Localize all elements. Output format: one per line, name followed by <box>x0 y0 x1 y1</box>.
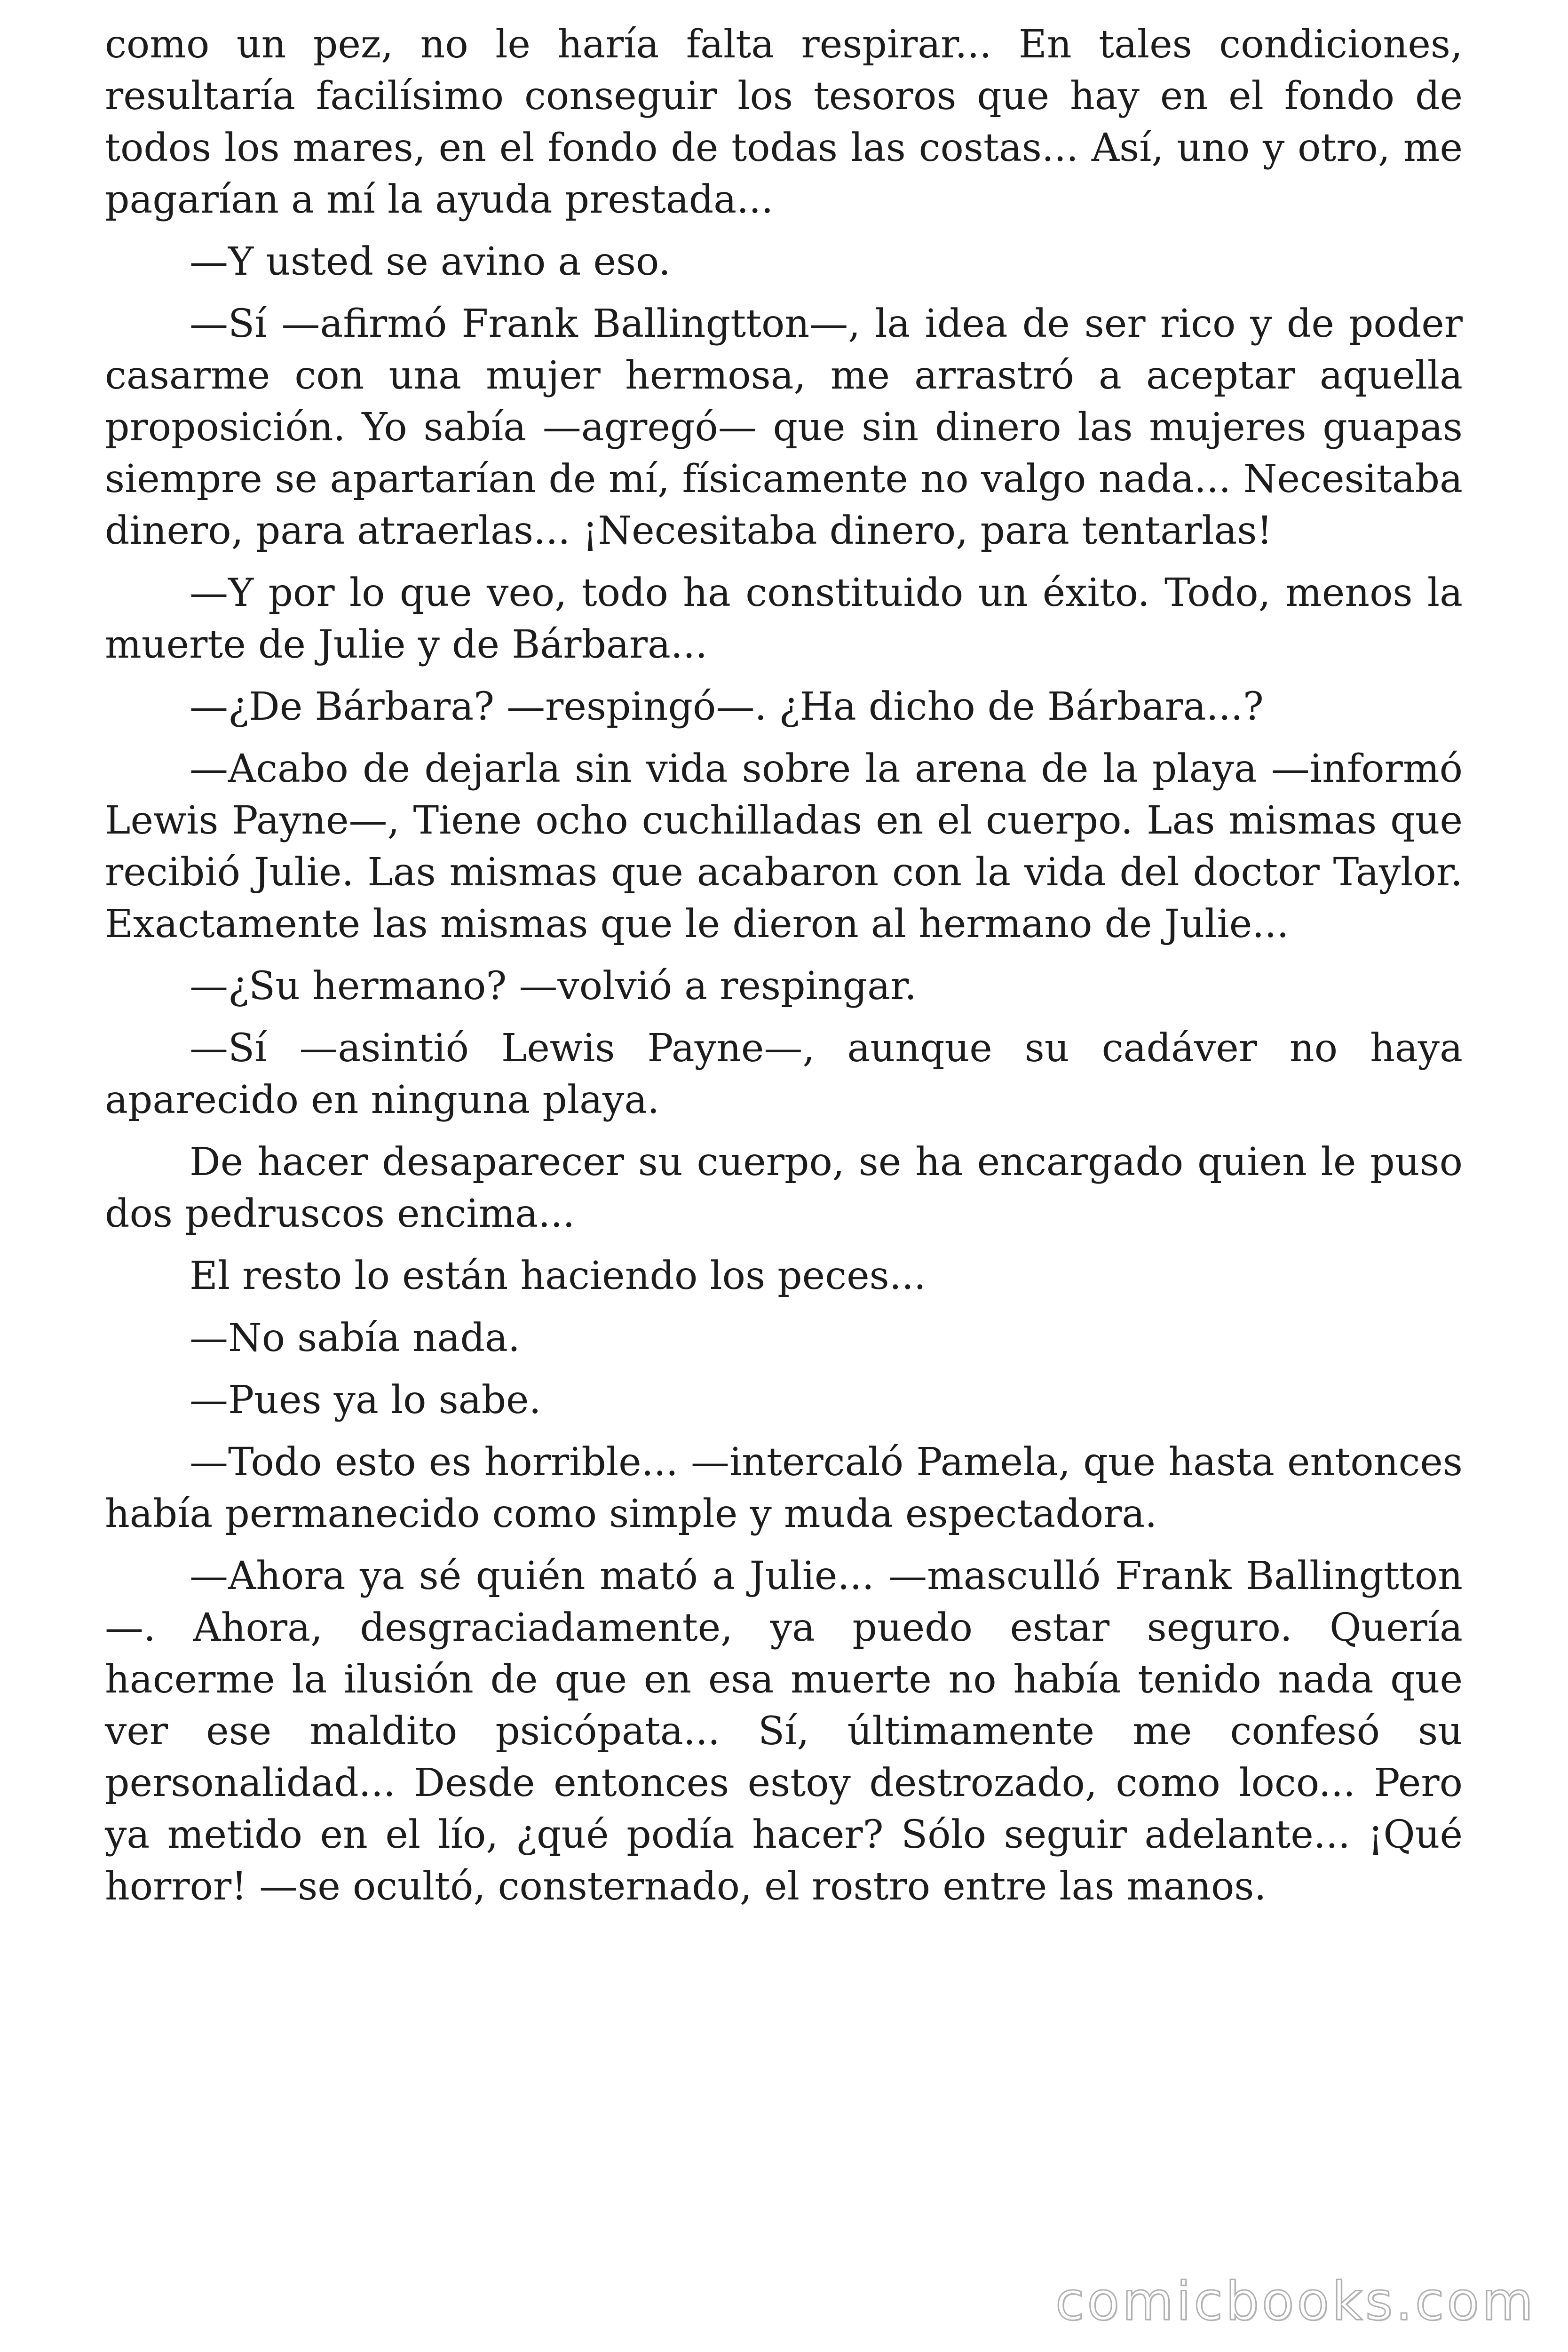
paragraph-5: —¿De Bárbara? —respingó—. ¿Ha dicho de Bárbara...? <box>190 684 1264 729</box>
paragraph-7: —¿Su hermano? —volvió a respingar. <box>190 964 917 1009</box>
paragraph-8: —Sí —asintió Lewis Payne—, aunque su cadáver no haya aparecido en ninguna playa. <box>105 1026 1463 1122</box>
paragraph-6: —Acabo de dejarla sin vida sobre la arena de la playa —informó Lewis Payne—, Tiene ocho cuchilladas en el cuerpo. Las mismas que recibió Julie. Las mismas que acabaron con la vida del doctor Taylor. Exactamente las mismas que le dieron al hermano de Julie... <box>105 747 1463 946</box>
book-page-text <box>105 19 1463 1923</box>
watermark: comicbooks.com <box>1055 2271 1536 2332</box>
paragraph-9: De hacer desaparecer su cuerpo, se ha encargado quien le puso dos pedruscos encima... <box>105 1140 1463 1236</box>
paragraph-11: —No sabía nada. <box>190 1316 520 1360</box>
paragraph-14: —Ahora ya sé quién mató a Julie... —masculló Frank Ballingtton —. Ahora, desgraciadamente, ya puedo estar seguro. Quería hacerme la ilusión de que en esa muerte no había tenido nada que ver ese maldito psicópata... Sí, últimamente me confesó su personalidad... Desde entonces estoy destrozado, como loco... Pero ya metido en el lío, ¿qué podía hacer? Sólo seguir adelante... ¡Qué horror! —se ocultó, consternado, el rostro entre las manos. <box>105 1554 1463 1909</box>
paragraph-1: como un pez, no le haría falta respirar... En tales condiciones, resultaría facilísimo conseguir los tesoros que hay en el fondo de todos los mares, en el fondo de todas las costas... Así, uno y otro, me pagarían a mí la ayuda prestada... <box>105 22 1463 222</box>
paragraph-4: —Y por lo que veo, todo ha constituido un éxito. Todo, menos la muerte de Julie y de Bárbara... <box>105 571 1463 667</box>
paragraph-3: —Sí —afirmó Frank Ballingtton—, la idea de ser rico y de poder casarme con una mujer hermosa, me arrastró a aceptar aquella proposición. Yo sabía —agregó— que sin dinero las mujeres guapas siempre se apartarían de mí, físicamente no valgo nada... Necesitaba dinero, para atraerlas... ¡Necesitaba dinero, para tentarlas! <box>105 302 1463 553</box>
paragraph-2: —Y usted se avino a eso. <box>190 239 671 284</box>
paragraph-13: —Todo esto es horrible... —intercaló Pamela, que hasta entonces había permanecido como simple y muda espectadora. <box>105 1440 1463 1536</box>
paragraph-10: El resto lo están haciendo los peces... <box>190 1254 926 1298</box>
paragraph-12: —Pues ya lo sabe. <box>190 1378 541 1422</box>
